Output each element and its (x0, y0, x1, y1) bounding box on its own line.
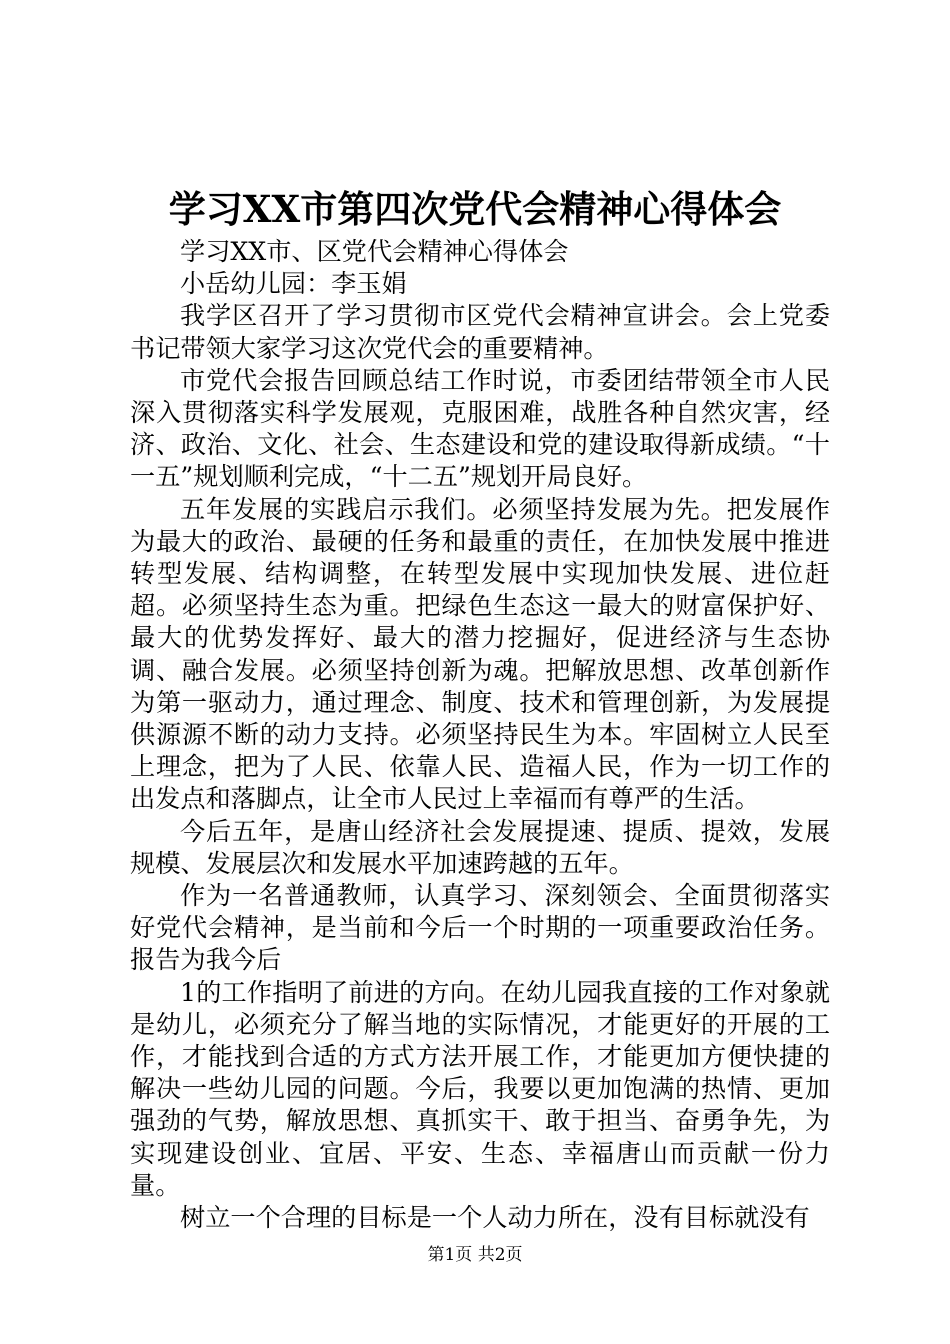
paragraph-author: 小岳幼儿园：李玉娟 (180, 269, 407, 299)
paragraph: 树立一个合理的目标是一个人动力所在，没有目标就没有 (180, 1203, 810, 1233)
paragraph: 1的工作指明了前进的方向。在幼儿园我直接的工作对象就是幼儿，必须充分了解当地的实际情况，才能更好的开展的工作，才能找到合适的方式方法开展工作，才能更加方便快捷的解决一些幼儿园的问题。今后，我要以更加饱满的热情、更加强劲的气势，解放思想、真抓实干、敢于担当、奋勇争先，为实现建设创业、宜居、平安、生态、幸福唐山而贡献一份力量。 (130, 977, 830, 1200)
page-footer: 第1页 共2页 (427, 1245, 523, 1265)
paragraph-subtitle: 学习XX市、区党代会精神心得体会 (180, 237, 569, 266)
paragraph: 作为一名普通教师，认真学习、深刻领会、全面贯彻落实好党代会精神，是当前和今后一个时期的一项重要政治任务。报告为我今后 (130, 881, 830, 975)
paragraph: 今后五年，是唐山经济社会发展提速、提质、提效，发展规模、发展层次和发展水平加速跨越的五年。 (130, 816, 830, 878)
paragraph: 市党代会报告回顾总结工作时说，市委团结带领全市人民深入贯彻落实科学发展观，克服困难，战胜各种自然灾害，经济、政治、文化、社会、生态建设和党的建设取得新成绩。“十一五”规划顺利完成，“十二五”规划开局良好。 (130, 365, 830, 492)
document-body (130, 236, 830, 1234)
paragraph: 我学区召开了学习贯彻市区党代会精神宣讲会。会上党委书记带领大家学习这次党代会的重要精神。 (130, 301, 830, 363)
document-title: 学习XX市第四次党代会精神心得体会 (168, 187, 782, 231)
paragraph: 五年发展的实践启示我们。必须坚持发展为先。把发展作为最大的政治、最硬的任务和最重的责任，在加快发展中推进转型发展、结构调整，在转型发展中实现加快发展、进位赶超。必须坚持生态为重。把绿色生态这一最大的财富保护好、最大的优势发挥好、最大的潜力挖掘好，促进经济与生态协调、融合发展。必须坚持创新为魂。把解放思想、改革创新作为第一驱动力，通过理念、制度、技术和管理创新，为发展提供源源不断的动力支持。必须坚持民生为本。牢固树立人民至上理念，把为了人民、依靠人民、造福人民，作为一切工作的出发点和落脚点，让全市人民过上幸福而有尊严的生活。 (130, 494, 830, 814)
